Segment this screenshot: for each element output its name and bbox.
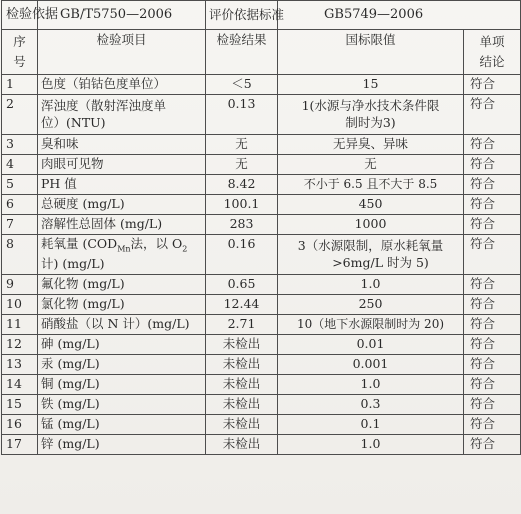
table-row: [2, 195, 521, 215]
row-verdict: 符合: [464, 215, 521, 235]
row-verdict: 符合: [464, 355, 521, 375]
row-limit: 0.001: [278, 355, 464, 375]
row-item: [38, 95, 206, 135]
row-verdict: 符合: [464, 315, 521, 335]
table-row: [2, 435, 521, 455]
row-result: 未检出: [206, 415, 278, 435]
row-verdict: 符合: [464, 75, 521, 95]
row-seq: 2: [2, 95, 38, 135]
row-limit: 0.01: [278, 335, 464, 355]
row-verdict: 符合: [464, 195, 521, 215]
standard-value: GB5749—2006: [278, 1, 521, 30]
row-seq: 7: [2, 215, 38, 235]
row-item: 溶解性总固体 (mg/L): [38, 215, 206, 235]
row-seq: 1: [2, 75, 38, 95]
row-result: 未检出: [206, 395, 278, 415]
basis-value: GB/T5750—2006: [38, 1, 206, 30]
row-limit: 15: [278, 75, 464, 95]
row-seq: 3: [2, 135, 38, 155]
row-result: 283: [206, 215, 278, 235]
row-seq: 16: [2, 415, 38, 435]
row-result: 未检出: [206, 435, 278, 455]
table-row: [2, 155, 521, 175]
basis-label: 检验依据: [2, 1, 38, 30]
row-seq: 13: [2, 355, 38, 375]
row-result: 0.13: [206, 95, 278, 135]
row-verdict: 符合: [464, 435, 521, 455]
table-row: [2, 95, 521, 135]
row-item: 色度（铂钴色度单位）: [38, 75, 206, 95]
row-limit-line2: 制时为3): [345, 114, 396, 130]
row-seq: 15: [2, 395, 38, 415]
row-item: 总硬度 (mg/L): [38, 195, 206, 215]
row-verdict: 符合: [464, 295, 521, 315]
row-item-line1: 耗氧量 ($COD_{Mn}$法，以 $O_2$: [41, 236, 188, 254]
table-row: [2, 175, 521, 195]
col-item-header: 检验项目: [38, 30, 206, 75]
table-row: [2, 415, 521, 435]
row-item-line2: 计) (mg/L): [41, 255, 105, 271]
row-seq: 4: [2, 155, 38, 175]
row-seq: 17: [2, 435, 38, 455]
row-result: 未检出: [206, 355, 278, 375]
row-limit: [278, 95, 464, 135]
row-verdict: 符合: [464, 175, 521, 195]
row-seq: 14: [2, 375, 38, 395]
row-limit-line1: 1(水源与净水技术条件限: [301, 97, 440, 113]
header-row: [2, 1, 521, 30]
row-limit: 450: [278, 195, 464, 215]
row-item-line1: 浑浊度（散射浑浊度单: [41, 97, 167, 113]
row-result: 未检出: [206, 335, 278, 355]
row-item: 臭和味: [38, 135, 206, 155]
row-item: PH 值: [38, 175, 206, 195]
col-verdict-header: 单项 结论: [464, 30, 521, 75]
row-limit: 0.1: [278, 415, 464, 435]
row-item: [38, 235, 206, 275]
row-limit: 无异臭、异味: [278, 135, 464, 155]
row-limit: 0.3: [278, 395, 464, 415]
row-item: 铁 (mg/L): [38, 395, 206, 415]
row-verdict: 符合: [464, 395, 521, 415]
row-item: 汞 (mg/L): [38, 355, 206, 375]
row-seq: 8: [2, 235, 38, 275]
row-limit: 250: [278, 295, 464, 315]
table-row: [2, 75, 521, 95]
row-item: 氟化物 (mg/L): [38, 275, 206, 295]
table-row: [2, 235, 521, 275]
row-result: 无: [206, 135, 278, 155]
row-result: 8.42: [206, 175, 278, 195]
row-seq: 12: [2, 335, 38, 355]
row-verdict: 符合: [464, 275, 521, 295]
row-result: 100.1: [206, 195, 278, 215]
row-result: ＜5: [206, 75, 278, 95]
row-seq: 5: [2, 175, 38, 195]
row-limit: 不小于 6.5 且不大于 8.5: [278, 175, 464, 195]
row-seq: 10: [2, 295, 38, 315]
table-row: [2, 335, 521, 355]
row-limit: 1000: [278, 215, 464, 235]
row-limit: 1.0: [278, 435, 464, 455]
row-result: 无: [206, 155, 278, 175]
row-verdict: 符合: [464, 135, 521, 155]
row-limit-line1: 3（水源限制，原水耗氧量: [297, 237, 444, 253]
table-row: [2, 275, 521, 295]
col-limit-header: 国标限值: [278, 30, 464, 75]
row-seq: 6: [2, 195, 38, 215]
column-header-row: [2, 30, 521, 75]
inspection-table: [1, 0, 521, 455]
table-row: [2, 375, 521, 395]
row-verdict: 符合: [464, 415, 521, 435]
row-seq: 11: [2, 315, 38, 335]
row-item: 锌 (mg/L): [38, 435, 206, 455]
row-verdict: 符合: [464, 335, 521, 355]
col-result-header: 检验结果: [206, 30, 278, 75]
row-seq: 9: [2, 275, 38, 295]
row-verdict: 符合: [464, 235, 521, 275]
table-row: [2, 215, 521, 235]
row-result: 0.65: [206, 275, 278, 295]
row-verdict: 符合: [464, 155, 521, 175]
row-item: 肉眼可见物: [38, 155, 206, 175]
row-item: 铜 (mg/L): [38, 375, 206, 395]
row-item: 氯化物 (mg/L): [38, 295, 206, 315]
row-result: 2.71: [206, 315, 278, 335]
row-item: 锰 (mg/L): [38, 415, 206, 435]
row-limit: 1.0: [278, 275, 464, 295]
table-row: [2, 395, 521, 415]
table-row: [2, 135, 521, 155]
standard-label: 评价依据标准: [206, 1, 278, 30]
row-result: 12.44: [206, 295, 278, 315]
row-result: 0.16: [206, 235, 278, 275]
row-result: 未检出: [206, 375, 278, 395]
row-limit: [278, 235, 464, 275]
row-item: 硝酸盐（以 N 计）(mg/L): [38, 315, 206, 335]
row-limit: 无: [278, 155, 464, 175]
table-row: [2, 355, 521, 375]
col-seq-header: 序 号: [2, 30, 38, 75]
row-limit: 1.0: [278, 375, 464, 395]
table-row: [2, 315, 521, 335]
row-verdict: 符合: [464, 375, 521, 395]
row-limit: 10（地下水源限制时为 20): [278, 315, 464, 335]
row-item: 砷 (mg/L): [38, 335, 206, 355]
row-verdict: 符合: [464, 95, 521, 135]
row-item-line2: 位）(NTU): [41, 114, 106, 130]
row-limit-line2: >6mg/L 时为 5): [332, 254, 429, 270]
table-row: [2, 295, 521, 315]
